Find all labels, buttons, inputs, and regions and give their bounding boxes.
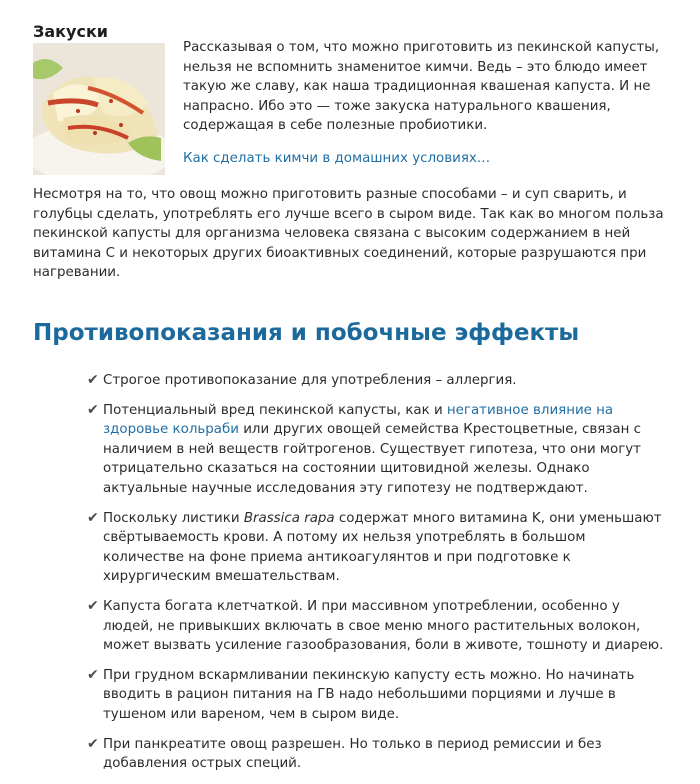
list-item: [87, 509, 667, 587]
check-icon: ✔: [87, 372, 99, 388]
list-item: [87, 371, 667, 391]
check-icon: ✔: [87, 509, 99, 526]
kohlrabi-harm-link[interactable]: негативное влияние на здоровье кольраби: [103, 402, 614, 438]
kimchi-illustration: [33, 43, 165, 175]
contraindications-list: [87, 371, 667, 784]
list-item-text: или других овощей семейства Крестоцветные, связан с наличием в ней веществ гойтрогенов. Существует гипотеза, что они могут отрицательно сказаться на состоянии щитовидной железы. Однако актуальные научные исследования эту гипотезу не подтверждают.: [103, 422, 642, 496]
list-item-text: Строгое противопоказание для употребления – аллергия.: [103, 373, 517, 388]
list-item-text: При грудном вскармливании пекинскую капусту есть можно. Но начинать вводить в рацион питания на ГВ надо небольшими порциями и лучше в тушеном или вареном, чем в сыром виде.: [103, 667, 635, 722]
kimchi-recipe-link[interactable]: Как сделать кимчи в домашних условиях…: [183, 150, 491, 166]
list-item-text: Поскольку листики: [103, 510, 244, 526]
check-icon: ✔: [87, 597, 99, 614]
check-icon: ✔: [87, 735, 99, 752]
list-item: [87, 666, 667, 725]
latin-name: Brassica rapa: [243, 510, 335, 526]
list-item-text: содержат много витамина K, они уменьшают свёртываемость крови. А потому их нельзя употреблять в большом количестве на фоне приема антикоагулянтов и при подготовке к хирургическим вмешательствам.: [103, 510, 662, 585]
list-item-text: Потенциальный вред пекинской капусты, как и: [103, 402, 447, 418]
section-heading-snacks: Закуски: [33, 22, 109, 41]
list-item-text: Капуста богата клетчаткой. И при массивном употреблении, особенно у людей, не привыкших включать в свое меню много растительных волокон, может вызвать усиление газообразования, боли в животе, тошноту и диарею.: [103, 598, 664, 654]
kimchi-intro-text: Рассказывая о том, что можно приготовить из пекинской капусты, нельзя не вспомнить знаменитое кимчи. Ведь – это блюдо имеет такую же славу, как наша традиционная квашеная капуста. И не напрасно. Ибо это — тоже закуска натурального квашения, содержащая в себе полезные пробиотики.: [183, 40, 660, 134]
section-heading-contraindications: Противопоказания и побочные эффекты: [33, 320, 580, 346]
list-item: [87, 735, 667, 774]
raw-consumption-paragraph: Несмотря на то, что овощ можно приготовить разные способами – и суп сварить, и голубцы сделать, употреблять его лучше всего в сыром виде. Так как во многом польза пекинской капусты для организма человека связана с высоким содержанием в ней витамина С и некоторых других биоактивных соединений, которые разрушаются при нагревании.: [33, 187, 664, 281]
check-icon: ✔: [87, 666, 99, 683]
check-icon: ✔: [87, 401, 99, 418]
list-item: [87, 597, 667, 656]
kimchi-photo: [33, 43, 165, 175]
list-item-text: При панкреатите овощ разрешен. Но только в период ремиссии и без добавления острых специй.: [103, 736, 602, 772]
kimchi-intro: [183, 38, 668, 169]
list-item: [87, 401, 667, 499]
